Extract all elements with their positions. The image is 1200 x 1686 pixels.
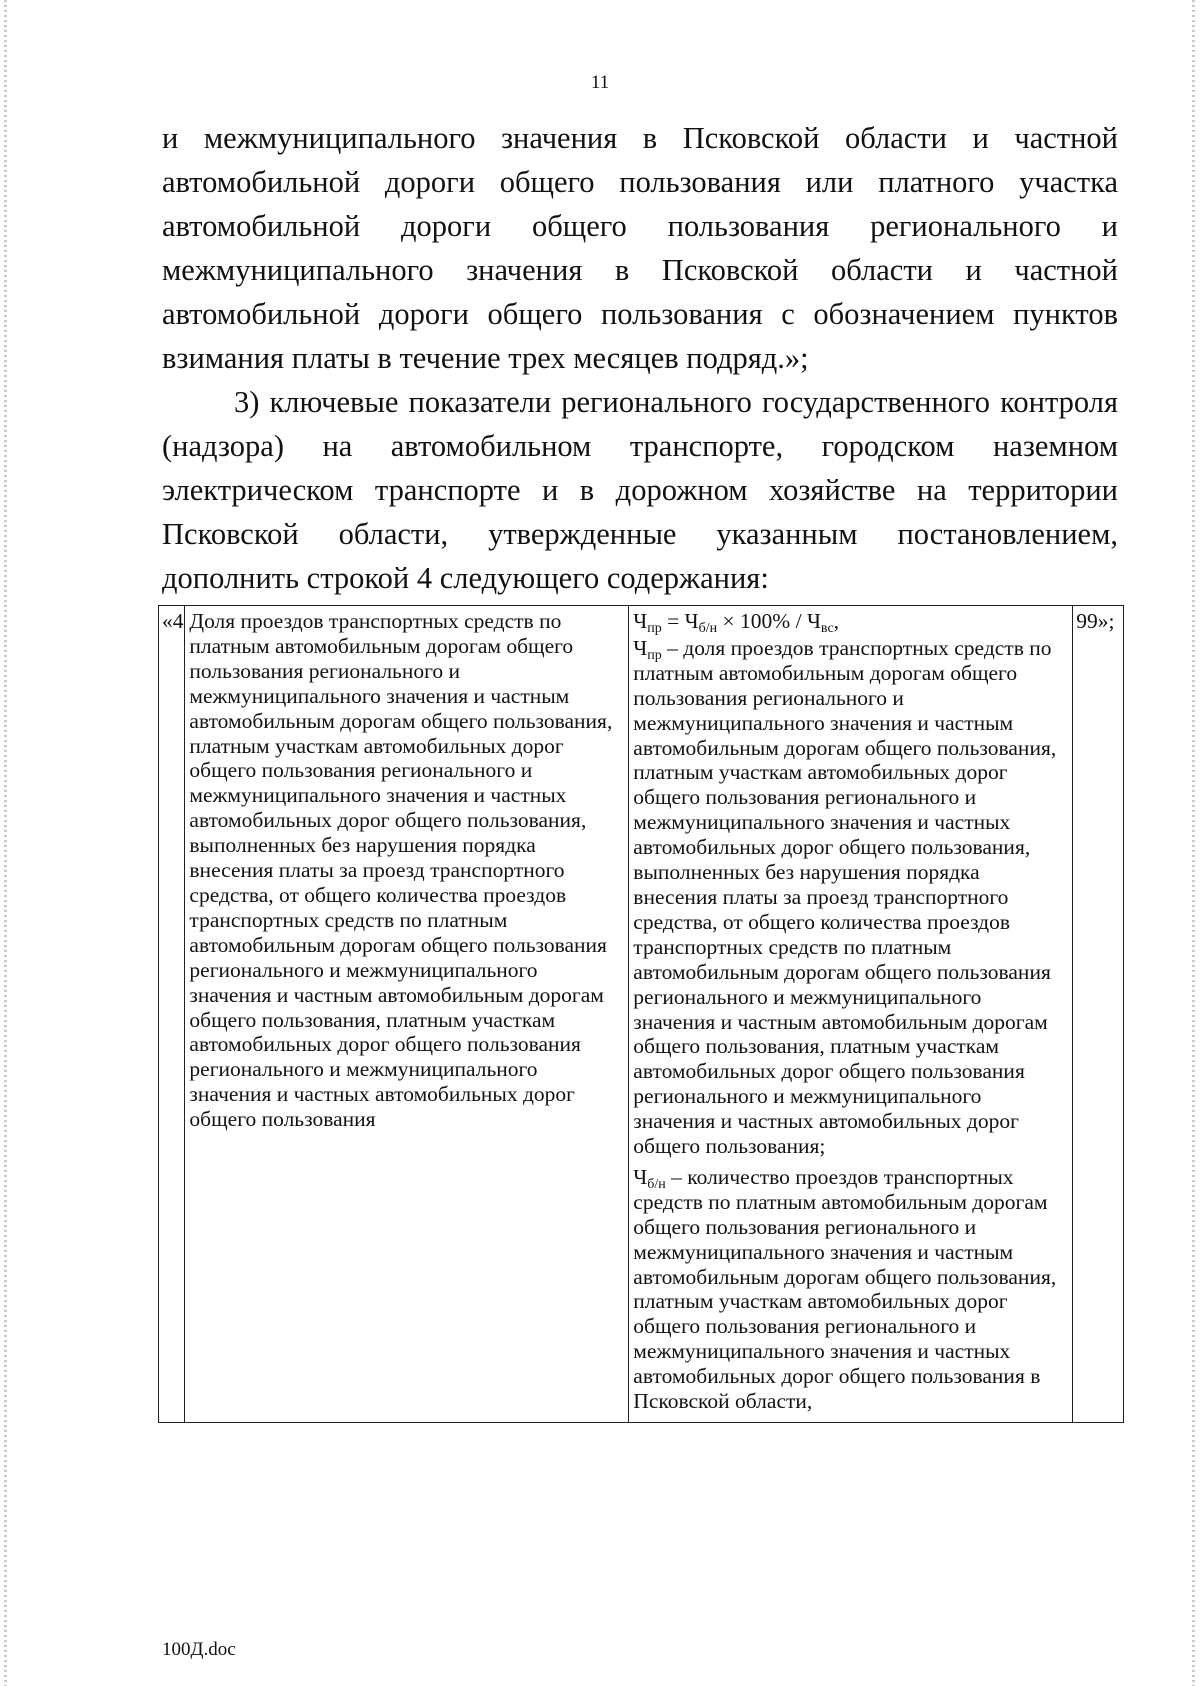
scan-edge-left: [4, 0, 7, 1686]
formula: [633, 609, 1068, 634]
formula-cell: [629, 606, 1073, 1423]
indicator-table-grid: [158, 605, 1124, 1423]
definition-count: [633, 1165, 1068, 1414]
definition-share: [633, 636, 1068, 1159]
indicator-name: Доля проездов транспортных средств по платным автомобильным дорогам общего пользования регионального и межмуниципального значения и частным автомобильным дорогам общего пользования, платным участкам автомобильных дорог общего пользования регионального и межмуниципального значения и частных автомобильных дорог общего пользования, выполненных без нарушения порядка внесения платы за проезд транспортного средства, от общего количества проездов транспортных средств по платным автомобильным дорогам общего пользования регионального и межмуниципального значения и частным автомобильным дорогам общего пользования, платным участкам автомобильных дорог общего пользования регионального и межмуниципального значения и частных автомобильных дорог общего пользования: [189, 609, 613, 1132]
target-value-cell: [1073, 606, 1124, 1423]
formula-denominator-symbol: Ч: [806, 609, 821, 633]
formula-denominator-subscript: вс: [820, 621, 834, 636]
target-value: 99»;: [1076, 609, 1115, 633]
table-row: [159, 606, 1124, 1423]
paragraph-text: 3) ключевые показатели регионального государственного контроля (надзора) на автомобильном транспорте, городском наземном электрическом транспорте и в дорожном хозяйстве на территории Псковской области, утвержденные указанным постановлением, дополнить строкой 4 следующего содержания:: [162, 385, 1118, 595]
row-number: «4: [162, 609, 184, 633]
page-number: 11: [590, 72, 610, 93]
formula-lhs-subscript: пр: [647, 621, 662, 636]
file-name-footer: 100Д.doc: [162, 1639, 236, 1660]
formula-equals: =: [661, 609, 685, 633]
paragraph-item-3: [162, 380, 1118, 600]
definition-subscript: пр: [647, 647, 662, 663]
paragraph-continuation: [162, 116, 1118, 380]
formula-operator: × 100% /: [717, 609, 807, 633]
definition-text: – доля проездов транспортных средств по платным автомобильным дорогам общего пользования регионального и межмуниципального значения и частным автомобильным дорогам общего пользования, платным участкам автомобильных дорог общего пользования регионального и межмуниципального значения и частных автомобильных дорог общего пользования, выполненных без нарушения порядка внесения платы за проезд транспортного средства, от общего количества проездов транспортных средств по платным автомобильным дорогам общего пользования регионального и межмуниципального значения и частным автомобильным дорогам общего пользования, платным участкам автомобильных дорог общего пользования регионального и межмуниципального значения и частных автомобильных дорог общего пользования;: [633, 635, 1057, 1159]
formula-numerator-symbol: Ч: [684, 609, 699, 633]
definition-text: – количество проездов транспортных средств по платным автомобильным дорогам общего пользования регионального и межмуниципального значения и частным автомобильным дорогам общего пользования, платным участкам автомобильных дорог общего пользования регионального и межмуниципального значения и частных автомобильных дорог общего пользования в Псковской области,: [633, 1164, 1057, 1414]
definition-symbol: Ч: [633, 1164, 648, 1189]
definition-subscript: б/н: [647, 1176, 666, 1192]
formula-lhs-symbol: Ч: [633, 609, 648, 633]
row-number-cell: [159, 606, 185, 1423]
indicator-name-cell: [185, 606, 629, 1423]
indicator-table: [158, 605, 1124, 1423]
formula-end: ,: [833, 609, 840, 633]
formula-numerator-subscript: б/н: [698, 621, 718, 636]
scan-edge-right: [1192, 0, 1195, 1686]
paragraph-text: и межмуниципального значения в Псковской области и частной автомобильной дороги общего пользования или платного участка автомобильной дороги общего пользования регионального и межмуниципального значения в Псковской области и частной автомобильной дороги общего пользования с обозначением пунктов взимания платы в течение трех месяцев подряд.»;: [162, 121, 1118, 375]
definition-symbol: Ч: [633, 635, 648, 660]
